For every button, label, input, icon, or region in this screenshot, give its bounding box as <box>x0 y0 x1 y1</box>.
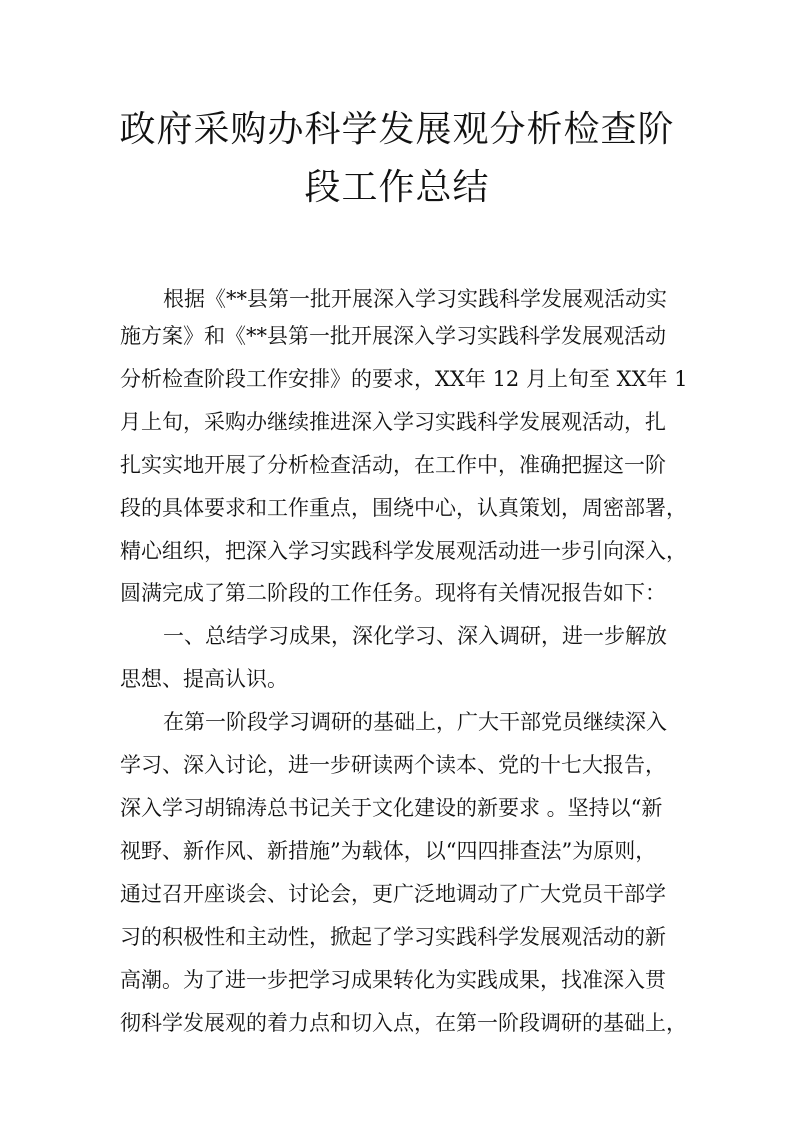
paragraph-1-line-4: 月上旬，采购办继续推进深入学习实践科学发展观活动，扎 <box>120 410 666 434</box>
paragraph-1-line-8: 圆满完成了第二阶段的工作任务。现将有关情况报告如下： <box>120 581 666 605</box>
section-heading-1-line-1: 一、总结学习成果，深化学习、深入调研，进一步解放 <box>163 624 667 648</box>
paragraph-2-line-3: 深入学习胡锦涛总书记关于文化建设的新要求 。坚持以“新 <box>120 796 663 820</box>
paragraph-1-line-6: 段的具体要求和工作重点，围绕中心，认真策划，周密部署， <box>120 496 687 520</box>
paragraph-1-line-3: 分析检查阶段工作安排》的要求，XX年 12 月上旬至 XX年 1 <box>120 367 688 391</box>
paragraph-2-line-8: 彻科学发展观的着力点和切入点，在第一阶段调研的基础上， <box>120 1011 687 1035</box>
paragraph-2-line-5: 通过召开座谈会、讨论会，更广泛地调动了广大党员干部学 <box>120 882 666 906</box>
paragraph-1-line-5: 扎实实地开展了分析检查活动，在工作中，准确把握这一阶 <box>120 453 666 477</box>
section-heading-1-line-2: 思想、提高认识。 <box>120 667 288 691</box>
paragraph-1-line-1: 根据《**县第一批开展深入学习实践科学发展观活动实 <box>163 287 667 311</box>
document-title-line-1: 政府采购办科学发展观分析检查阶 <box>119 109 675 150</box>
paragraph-2-line-2: 学习、深入讨论，进一步研读两个读本、党的十七大报告， <box>120 753 666 777</box>
document-title-line-2: 段工作总结 <box>304 167 490 208</box>
paragraph-1-line-2: 施方案》和《**县第一批开展深入学习实践科学发展观活动 <box>120 324 666 348</box>
paragraph-2-line-4: 视野、新作风、新措施”为载体，以“四四排查法”为原则， <box>120 839 657 863</box>
paragraph-2-line-7: 高潮。为了进一步把学习成果转化为实践成果，找准深入贯 <box>120 968 666 992</box>
paragraph-2-line-6: 习的积极性和主动性，掀起了学习实践科学发展观活动的新 <box>120 925 666 949</box>
paragraph-1-line-7: 精心组织，把深入学习实践科学发展观活动进一步引向深入， <box>120 539 687 563</box>
paragraph-2-line-1: 在第一阶段学习调研的基础上，广大干部党员继续深入 <box>163 710 667 734</box>
